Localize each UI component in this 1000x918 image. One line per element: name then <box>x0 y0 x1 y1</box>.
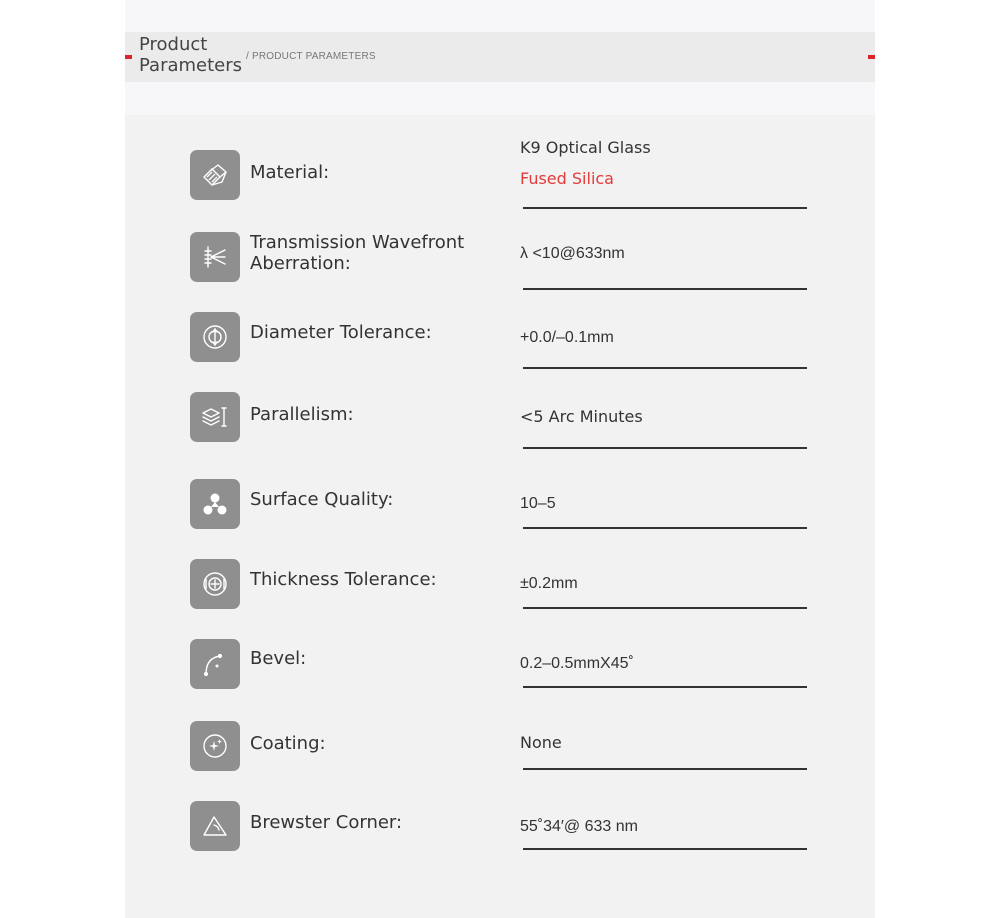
param-row-thickness <box>190 559 810 609</box>
surface-dots-icon <box>190 479 240 529</box>
param-row-diameter <box>190 312 810 362</box>
param-value: None <box>520 733 562 752</box>
param-label: Transmission Wavefront Aberration: <box>250 232 465 274</box>
value-underline <box>523 607 807 609</box>
param-label: Diameter Tolerance: <box>250 322 432 343</box>
header-gap <box>125 82 875 115</box>
value-underline <box>523 768 807 770</box>
value-underline <box>523 686 807 688</box>
bevel-arc-icon <box>190 639 240 689</box>
param-value: 10–5 <box>520 495 556 512</box>
param-value: λ <10@633nm <box>520 245 625 262</box>
value-underline <box>523 848 807 850</box>
param-value: <5 Arc Minutes <box>520 407 643 426</box>
section-title: Product Parameters <box>139 34 243 76</box>
parallel-layers-icon <box>190 392 240 442</box>
param-row-material <box>190 138 810 200</box>
param-row-parallelism <box>190 392 810 442</box>
angle-triangle-icon <box>190 801 240 851</box>
param-row-coating <box>190 721 810 771</box>
param-value: +0.0/–0.1mm <box>520 329 614 346</box>
accent-mark-right <box>868 55 875 59</box>
glass-blocks-icon <box>190 150 240 200</box>
param-row-brewster <box>190 801 810 851</box>
param-label: Brewster Corner: <box>250 812 403 833</box>
param-label: Thickness Tolerance: <box>250 569 437 590</box>
thickness-icon <box>190 559 240 609</box>
section-subtitle: / PRODUCT PARAMETERS <box>246 51 376 62</box>
diameter-icon <box>190 312 240 362</box>
value-underline <box>523 447 807 449</box>
value-underline <box>523 288 807 290</box>
top-strip <box>125 0 875 32</box>
value-underline <box>523 367 807 369</box>
accent-mark-left <box>125 55 132 59</box>
param-value-primary: K9 Optical Glass <box>520 138 651 157</box>
wavefront-icon <box>190 232 240 282</box>
param-value: 55˚34′@ 633 nm <box>520 818 638 835</box>
param-label: Parallelism: <box>250 404 354 425</box>
param-label: Coating: <box>250 733 326 754</box>
value-underline <box>523 527 807 529</box>
param-value-highlight: Fused Silica <box>520 169 614 188</box>
param-value: ±0.2mm <box>520 575 578 592</box>
param-value: 0.2–0.5mmX45˚ <box>520 655 634 672</box>
param-row-surface-quality <box>190 479 810 529</box>
value-underline <box>523 207 807 209</box>
param-row-wavefront <box>190 232 810 282</box>
parameters-panel <box>125 0 875 918</box>
param-row-bevel <box>190 639 810 689</box>
sparkle-circle-icon <box>190 721 240 771</box>
param-label: Surface Quality: <box>250 489 394 510</box>
param-label: Bevel: <box>250 648 307 669</box>
param-label: Material: <box>250 162 330 183</box>
